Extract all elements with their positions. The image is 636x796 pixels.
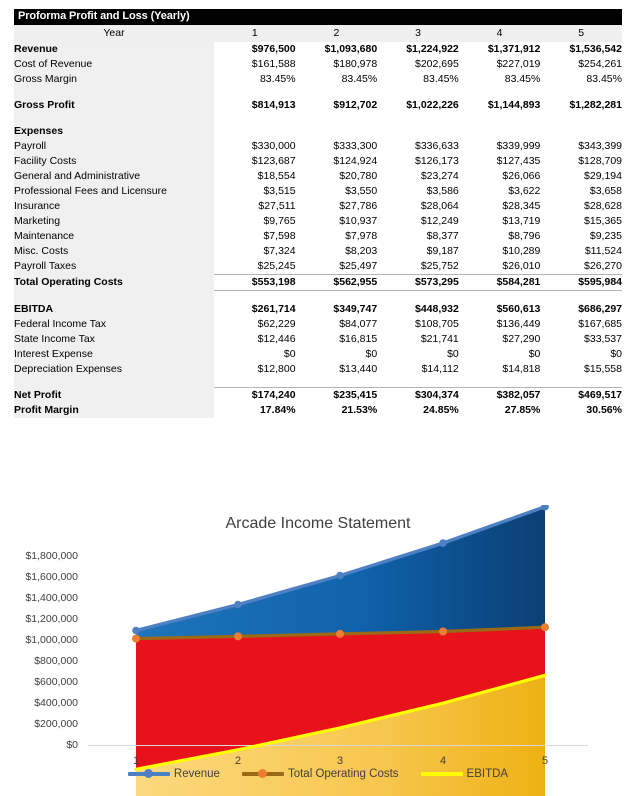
header-year-5: 5 bbox=[540, 25, 622, 42]
revenue-legend-swatch-icon bbox=[128, 768, 170, 780]
row-cell: $27,786 bbox=[339, 200, 378, 212]
row-cell: $1,022,226 bbox=[406, 99, 459, 111]
row-cell: $128,709 bbox=[578, 155, 622, 167]
header-year-2: 2 bbox=[296, 25, 378, 42]
table-row bbox=[14, 388, 622, 404]
x-tick-label: 2 bbox=[234, 755, 242, 767]
y-tick-label: $1,200,000 bbox=[25, 613, 78, 625]
table-row bbox=[14, 72, 622, 87]
row-cell: $7,598 bbox=[263, 230, 296, 242]
chart-legend bbox=[0, 768, 636, 780]
row-label: Gross Profit bbox=[14, 98, 214, 113]
row-cell: $560,613 bbox=[496, 302, 541, 315]
row-cell: $0 bbox=[283, 347, 296, 360]
row-label: Net Profit bbox=[14, 388, 214, 404]
table-row bbox=[14, 275, 622, 291]
y-tick-label: $1,800,000 bbox=[25, 550, 78, 562]
row-label: Marketing bbox=[14, 214, 214, 229]
row-cell: $84,077 bbox=[339, 317, 378, 330]
row-cell: $333,300 bbox=[333, 140, 378, 152]
table-row bbox=[14, 347, 622, 362]
table-row bbox=[14, 362, 622, 377]
row-cell: $15,365 bbox=[584, 215, 622, 227]
table-row bbox=[14, 332, 622, 347]
row-cell: $304,374 bbox=[377, 388, 459, 404]
row-cell: $33,537 bbox=[584, 332, 622, 345]
legend-item-ebitda[interactable] bbox=[421, 768, 509, 780]
row-cell: 17.84% bbox=[259, 404, 296, 416]
row-cell: $9,765 bbox=[263, 215, 296, 227]
table-spacer-row bbox=[14, 87, 622, 98]
table-row bbox=[14, 229, 622, 244]
row-label: State Income Tax bbox=[14, 332, 214, 347]
header-year-label: Year bbox=[14, 25, 214, 42]
row-cell: $8,377 bbox=[426, 230, 459, 242]
row-cell: $976,500 bbox=[251, 43, 296, 55]
row-cell: $9,187 bbox=[426, 245, 459, 257]
row-cell: $7,978 bbox=[345, 230, 378, 242]
x-tick-label: 1 bbox=[132, 755, 140, 767]
chart-plot-area bbox=[0, 505, 636, 796]
table-row bbox=[14, 184, 622, 199]
row-cell: $0 bbox=[610, 347, 622, 360]
row-label: Federal Income Tax bbox=[14, 317, 214, 332]
row-cell: $8,796 bbox=[508, 230, 541, 242]
row-cell: $0 bbox=[528, 347, 541, 360]
row-cell: $1,144,893 bbox=[487, 99, 541, 111]
y-tick-label: $200,000 bbox=[34, 718, 78, 730]
row-label: Cost of Revenue bbox=[14, 57, 214, 72]
ebitda-legend-swatch-icon bbox=[421, 768, 463, 780]
total-operating-costs-legend-swatch-icon bbox=[242, 768, 284, 780]
row-cell: 83.45% bbox=[423, 73, 459, 85]
row-cell: $254,261 bbox=[578, 58, 622, 70]
row-cell: $349,747 bbox=[333, 302, 378, 315]
row-cell: 30.56% bbox=[586, 404, 622, 416]
row-label: Expenses bbox=[14, 124, 214, 139]
row-cell: $469,517 bbox=[540, 388, 622, 404]
row-cell: $3,622 bbox=[508, 185, 541, 197]
table-row bbox=[14, 124, 622, 139]
row-cell: $12,249 bbox=[420, 215, 459, 227]
row-cell: $13,719 bbox=[502, 215, 541, 227]
row-cell: $23,274 bbox=[420, 170, 459, 182]
row-cell: $27,290 bbox=[502, 332, 541, 345]
row-label: Payroll Taxes bbox=[14, 259, 214, 275]
row-cell: $553,198 bbox=[214, 275, 296, 291]
row-label: Maintenance bbox=[14, 229, 214, 244]
row-label: Revenue bbox=[14, 42, 214, 57]
row-cell: 27.85% bbox=[504, 404, 541, 416]
row-cell: $261,714 bbox=[251, 302, 296, 315]
row-cell bbox=[540, 124, 622, 139]
row-cell: $12,800 bbox=[257, 362, 296, 375]
x-tick-label: 3 bbox=[336, 755, 344, 767]
row-cell: $26,066 bbox=[502, 170, 541, 182]
row-label: Interest Expense bbox=[14, 347, 214, 362]
row-cell bbox=[296, 124, 378, 139]
row-cell: $127,435 bbox=[496, 155, 541, 167]
row-cell: 83.45% bbox=[341, 73, 378, 85]
x-tick-label: 4 bbox=[439, 755, 447, 767]
table-row bbox=[14, 259, 622, 275]
row-cell: $562,955 bbox=[296, 275, 378, 291]
row-cell: $330,000 bbox=[251, 140, 296, 152]
row-cell: $12,446 bbox=[257, 332, 296, 345]
row-cell: $8,203 bbox=[345, 245, 378, 257]
row-cell: $123,687 bbox=[251, 155, 296, 167]
pnl-table-body bbox=[14, 25, 622, 418]
row-cell: $11,524 bbox=[584, 245, 622, 257]
row-label: Facility Costs bbox=[14, 154, 214, 169]
row-cell: $339,999 bbox=[496, 140, 541, 152]
row-cell: $14,112 bbox=[421, 362, 459, 375]
row-cell: $1,282,281 bbox=[569, 99, 622, 111]
row-label: Misc. Costs bbox=[14, 244, 214, 259]
row-label: General and Administrative bbox=[14, 169, 214, 184]
table-row bbox=[14, 98, 622, 113]
row-cell: $136,449 bbox=[496, 317, 541, 330]
row-cell: $174,240 bbox=[214, 388, 296, 404]
table-row bbox=[14, 139, 622, 154]
row-cell: $343,399 bbox=[578, 140, 622, 152]
row-cell: $25,497 bbox=[339, 260, 378, 272]
row-cell: 83.45% bbox=[504, 73, 541, 85]
row-cell: $595,984 bbox=[540, 275, 622, 291]
row-cell bbox=[377, 124, 459, 139]
pnl-table bbox=[14, 25, 622, 418]
row-cell: $686,297 bbox=[578, 302, 622, 315]
header-year-3: 3 bbox=[377, 25, 459, 42]
row-cell bbox=[459, 124, 541, 139]
row-cell: $227,019 bbox=[496, 58, 541, 70]
header-year-1: 1 bbox=[214, 25, 296, 42]
row-cell: $584,281 bbox=[459, 275, 541, 291]
table-row bbox=[14, 57, 622, 72]
row-cell: $28,064 bbox=[420, 200, 459, 212]
row-cell: $167,685 bbox=[578, 317, 622, 330]
row-cell: $14,818 bbox=[502, 362, 541, 375]
table-row bbox=[14, 42, 622, 57]
row-cell: $912,702 bbox=[333, 99, 378, 111]
row-cell: $21,741 bbox=[420, 332, 459, 345]
row-cell: $3,515 bbox=[263, 185, 296, 197]
chart-title: Arcade Income Statement bbox=[225, 515, 411, 532]
row-label: Professional Fees and Licensure bbox=[14, 184, 214, 199]
table-spacer-row bbox=[14, 113, 622, 124]
table-row bbox=[14, 214, 622, 229]
table-spacer-row bbox=[14, 377, 622, 388]
row-cell: 21.53% bbox=[341, 404, 378, 416]
row-cell: $573,295 bbox=[377, 275, 459, 291]
table-row bbox=[14, 317, 622, 332]
row-cell: $1,224,922 bbox=[406, 43, 459, 55]
row-cell: $124,924 bbox=[333, 155, 378, 167]
table-row bbox=[14, 154, 622, 169]
row-label: Profit Margin bbox=[14, 403, 214, 418]
row-cell: $235,415 bbox=[296, 388, 378, 404]
row-cell: $25,752 bbox=[420, 260, 459, 272]
header-year-4: 4 bbox=[459, 25, 541, 42]
row-cell: $1,536,542 bbox=[569, 43, 622, 55]
row-cell: $16,815 bbox=[339, 332, 378, 345]
row-cell: $202,695 bbox=[414, 58, 459, 70]
y-axis-ticks bbox=[25, 550, 78, 751]
row-label: Total Operating Costs bbox=[14, 275, 214, 291]
y-tick-label: $800,000 bbox=[34, 655, 78, 667]
y-tick-label: $600,000 bbox=[34, 676, 78, 688]
row-cell: $108,705 bbox=[414, 317, 459, 330]
row-cell: $62,229 bbox=[257, 317, 296, 330]
table-row bbox=[14, 302, 622, 317]
table-row bbox=[14, 403, 622, 418]
row-cell: $26,270 bbox=[584, 260, 622, 272]
table-spacer-row bbox=[14, 291, 622, 302]
row-cell: $161,588 bbox=[251, 58, 296, 70]
table-row bbox=[14, 169, 622, 184]
row-cell: $382,057 bbox=[459, 388, 541, 404]
row-label: Gross Margin bbox=[14, 72, 214, 87]
legend-item-revenue[interactable] bbox=[128, 768, 220, 780]
income-statement-chart[interactable] bbox=[0, 505, 636, 796]
row-label: Insurance bbox=[14, 199, 214, 214]
row-cell: $3,550 bbox=[345, 185, 378, 197]
row-cell: $10,937 bbox=[339, 215, 378, 227]
row-cell: $7,324 bbox=[263, 245, 296, 257]
profit-and-loss-panel bbox=[14, 9, 622, 418]
row-cell: 24.85% bbox=[423, 404, 459, 416]
row-cell: $18,554 bbox=[257, 170, 296, 182]
row-cell: $13,440 bbox=[339, 362, 378, 375]
table-row bbox=[14, 199, 622, 214]
row-cell: $448,932 bbox=[414, 302, 459, 315]
row-cell: $15,558 bbox=[584, 362, 622, 375]
legend-label: EBITDA bbox=[466, 768, 509, 780]
y-tick-label: $0 bbox=[66, 739, 78, 751]
legend-item-total-operating-costs[interactable] bbox=[242, 768, 399, 780]
row-cell: $336,633 bbox=[414, 140, 459, 152]
x-tick-label: 5 bbox=[541, 755, 549, 767]
y-tick-label: $400,000 bbox=[34, 697, 78, 709]
row-cell: $1,371,912 bbox=[487, 43, 541, 55]
table-header-row bbox=[14, 25, 622, 42]
pnl-title-bar: Proforma Profit and Loss (Yearly) bbox=[14, 9, 622, 25]
row-cell: $9,235 bbox=[589, 230, 622, 242]
row-cell: 83.45% bbox=[259, 73, 296, 85]
row-cell: $28,628 bbox=[584, 200, 622, 212]
row-cell bbox=[214, 124, 296, 139]
y-tick-label: $1,600,000 bbox=[25, 571, 78, 583]
legend-label: Total Operating Costs bbox=[287, 768, 399, 780]
row-cell: $20,780 bbox=[339, 170, 378, 182]
row-cell: $126,173 bbox=[414, 155, 459, 167]
row-label: EBITDA bbox=[14, 302, 214, 317]
row-cell: $814,913 bbox=[251, 99, 296, 111]
row-cell: $10,289 bbox=[502, 245, 541, 257]
row-cell: $0 bbox=[365, 347, 378, 360]
row-cell: $3,586 bbox=[426, 185, 459, 197]
row-cell: $180,978 bbox=[333, 58, 378, 70]
row-cell: $3,658 bbox=[589, 185, 622, 197]
y-tick-label: $1,000,000 bbox=[25, 634, 78, 646]
table-row bbox=[14, 244, 622, 259]
row-cell: 83.45% bbox=[586, 73, 622, 85]
legend-label: Revenue bbox=[173, 768, 220, 780]
y-tick-label: $1,400,000 bbox=[25, 592, 78, 604]
row-cell: $28,345 bbox=[502, 200, 541, 212]
row-cell: $0 bbox=[447, 347, 459, 360]
row-cell: $25,245 bbox=[257, 260, 296, 272]
row-label: Payroll bbox=[14, 139, 214, 154]
row-cell: $27,511 bbox=[258, 200, 296, 212]
row-cell: $26,010 bbox=[502, 260, 541, 272]
row-label: Depreciation Expenses bbox=[14, 362, 214, 377]
row-cell: $1,093,680 bbox=[324, 43, 378, 55]
row-cell: $29,194 bbox=[584, 170, 622, 182]
